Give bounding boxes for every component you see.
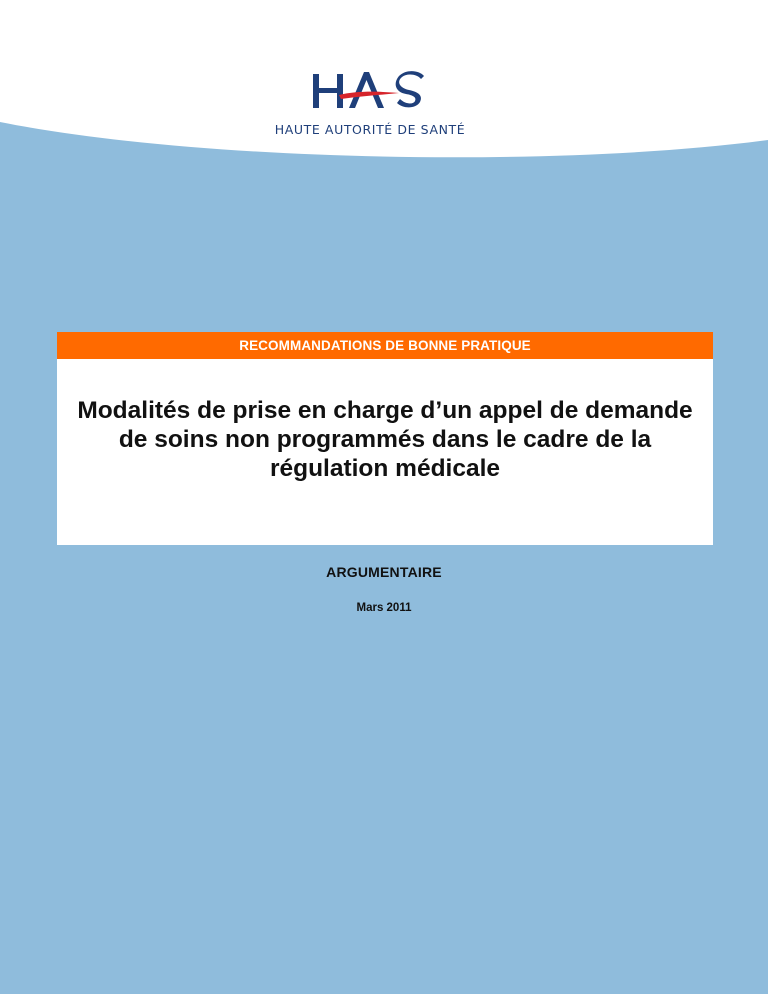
logo-subtitle: HAUTE AUTORITÉ DE SANTÉ [274, 122, 466, 137]
has-logo-mark [311, 68, 429, 114]
title-box [57, 359, 713, 545]
has-logo [265, 68, 505, 138]
document-date: Mars 2011 [356, 602, 412, 614]
document-title: Modalités de prise en charge d’un appel de demande de soins non programmés dans le cadre de la régulation médicale [77, 397, 693, 482]
category-banner: RECOMMANDATIONS DE BONNE PRATIQUE [57, 332, 713, 359]
document-type: ARGUMENTAIRE [326, 564, 442, 580]
